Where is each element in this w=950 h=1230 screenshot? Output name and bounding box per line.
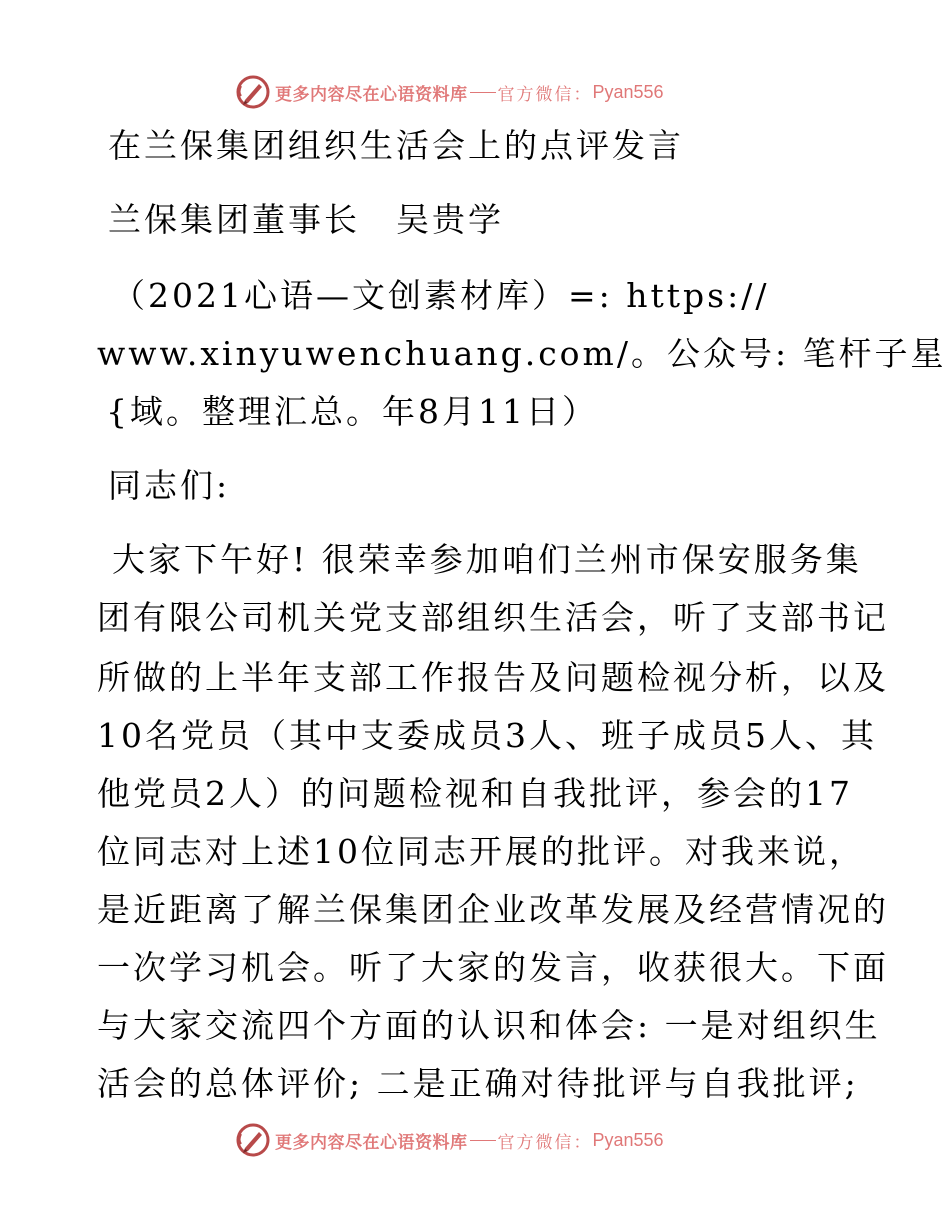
source-line-3: {域。整理汇总。年8月11日）: [106, 392, 598, 431]
watermark-brand-text: 更多内容尽在心语资料库: [275, 84, 468, 105]
author-line: 兰保集团董事长 吴贵学: [108, 200, 504, 239]
pen-logo-icon: [235, 74, 271, 110]
document-title: 在兰保集团组织生活会上的点评发言: [108, 126, 684, 165]
watermark-wechat-id: Pyan556: [592, 1129, 664, 1150]
salutation: 同志们:: [108, 466, 231, 505]
body-line: 大家下午好! 很荣幸参加咱们兰州市保安服务集: [112, 540, 862, 579]
watermark-brand-text: 更多内容尽在心语资料库: [275, 1132, 468, 1153]
watermark-wechat-label: 官方微信：: [497, 1132, 593, 1153]
watermark-dash: [470, 1140, 496, 1141]
body-line: 一次学习机会。听了大家的发言，收获很大。下面: [97, 948, 889, 987]
body-line: 10名党员（其中支委成员3人、班子成员5人、其: [97, 716, 877, 755]
body-line: 他党员2人）的问题检视和自我批评，参会的17: [97, 774, 853, 813]
watermark-wechat-label: 官方微信：: [497, 84, 593, 105]
header-watermark: [235, 72, 755, 112]
watermark-dash: [470, 92, 496, 93]
body-line: 团有限公司机关党支部组织生活会，听了支部书记: [97, 598, 889, 637]
source-line-1: （2021心语—文创素材库）=: https://: [112, 276, 770, 315]
body-line: 位同志对上述10位同志开展的批评。对我来说，: [97, 832, 865, 871]
body-line: 是近距离了解兰保集团企业改革发展及经营情况的: [97, 890, 889, 929]
footer-watermark: [235, 1120, 755, 1160]
watermark-wechat-id: Pyan556: [592, 81, 664, 102]
body-line: 活会的总体评价; 二是正确对待批评与自我批评;: [97, 1064, 859, 1103]
pen-logo-icon: [235, 1122, 271, 1158]
body-line: 与大家交流四个方面的认识和体会: 一是对组织生: [97, 1006, 881, 1045]
body-line: 所做的上半年支部工作报告及问题检视分析，以及: [97, 658, 889, 697]
source-line-2: www.xinyuwenchuang.com/。公众号: 笔杆子星: [97, 334, 947, 373]
